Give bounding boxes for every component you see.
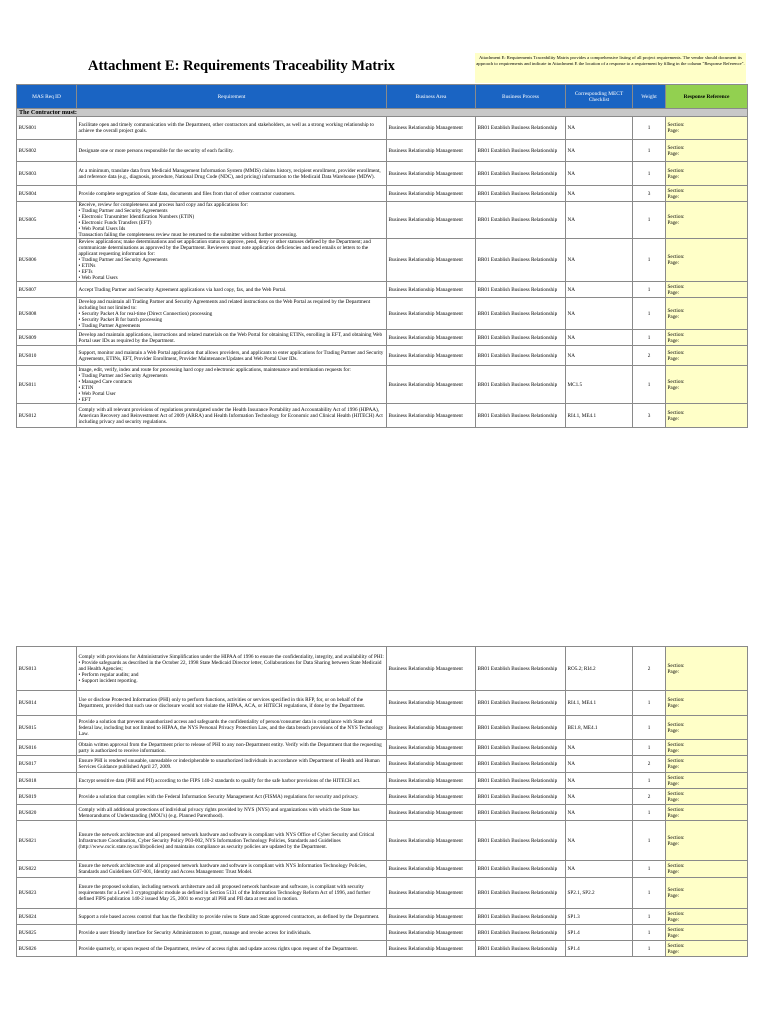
req-id-cell: BUS023 xyxy=(17,878,77,909)
meci-cell: NA xyxy=(566,861,633,878)
header-weight: Weight xyxy=(633,85,666,109)
table-row xyxy=(17,330,748,346)
req-id-cell: BUS006 xyxy=(17,239,77,282)
table-row xyxy=(17,691,748,716)
req-id-cell: BUS025 xyxy=(17,925,77,941)
response-reference-cell[interactable]: Section: Page: xyxy=(666,404,748,428)
response-reference-cell[interactable]: Section: Page: xyxy=(666,162,748,186)
table-row xyxy=(17,909,748,925)
business-area-cell: Business Relationship Management xyxy=(387,789,476,805)
business-area-cell: Business Relationship Management xyxy=(387,878,476,909)
meci-cell: NA xyxy=(566,117,633,140)
weight-cell: 1 xyxy=(633,366,666,404)
meci-cell: NA xyxy=(566,773,633,789)
table-row xyxy=(17,117,748,140)
section-row xyxy=(17,109,748,117)
business-process-cell: BR01 Establish Business Relationship xyxy=(476,162,566,186)
requirement-cell: Provide a user friendly interface for Security Administrators to grant, manage and revoke access for individuals. xyxy=(77,925,387,941)
req-id-cell: BUS008 xyxy=(17,298,77,330)
meci-cell: NA xyxy=(566,186,633,202)
table-row xyxy=(17,239,748,282)
meci-cell: NA xyxy=(566,140,633,162)
meci-cell: BE1.8, ME4.1 xyxy=(566,716,633,740)
req-id-cell: BUS016 xyxy=(17,740,77,756)
business-process-cell: BR01 Establish Business Relationship xyxy=(476,716,566,740)
meci-cell: SP1.3 xyxy=(566,909,633,925)
business-area-cell: Business Relationship Management xyxy=(387,647,476,691)
response-reference-cell[interactable]: Section: Page: xyxy=(666,805,748,821)
requirement-cell: Provide a solution that complies with the Federal Information Security Management Act (FISMA) regulations for security and privacy. xyxy=(77,789,387,805)
requirement-cell: Use or disclose Protected Information (PHI) only to perform functions, activities or services specified in this RFP, for, or on behalf of the Department, provided that such use or disclosure would not violate the HIPAA, ACA, or HITECH regulations, if done by the Department. xyxy=(77,691,387,716)
weight-cell: 1 xyxy=(633,716,666,740)
meci-cell: RI4.1, ME4.1 xyxy=(566,691,633,716)
response-reference-cell[interactable]: Section: Page: xyxy=(666,140,748,162)
response-reference-cell[interactable]: Section: Page: xyxy=(666,366,748,404)
response-reference-cell[interactable]: Section: Page: xyxy=(666,821,748,861)
req-id-cell: BUS010 xyxy=(17,346,77,366)
table-row xyxy=(17,366,748,404)
weight-cell: 1 xyxy=(633,298,666,330)
weight-cell: 1 xyxy=(633,740,666,756)
response-reference-cell[interactable]: Section: Page: xyxy=(666,647,748,691)
req-id-cell: BUS002 xyxy=(17,140,77,162)
weight-cell: 1 xyxy=(633,909,666,925)
weight-cell: 2 xyxy=(633,647,666,691)
response-reference-cell[interactable]: Section: Page: xyxy=(666,789,748,805)
requirement-cell: Comply with all relevant provisions of regulations promulgated under the Health Insurance Portability and Accountability Act of 1996 (HIPAA), American Recovery and Reinvestment Act of 2009 (ARRA) and Health Information Technology for Economic and Clinical Health (HITECH) Act including privacy and security regulations. xyxy=(77,404,387,428)
table-row xyxy=(17,298,748,330)
weight-cell: 1 xyxy=(633,330,666,346)
meci-cell: NA xyxy=(566,239,633,282)
business-process-cell: BR01 Establish Business Relationship xyxy=(476,691,566,716)
business-process-cell: BR01 Establish Business Relationship xyxy=(476,756,566,773)
business-area-cell: Business Relationship Management xyxy=(387,821,476,861)
requirement-cell: Accept Trading Partner and Security Agreement applications via hard copy, fax, and the Web Portal. xyxy=(77,282,387,298)
table-row xyxy=(17,789,748,805)
header-id: MAS Req ID xyxy=(17,85,77,109)
business-area-cell: Business Relationship Management xyxy=(387,404,476,428)
table-row xyxy=(17,140,748,162)
business-area-cell: Business Relationship Management xyxy=(387,298,476,330)
requirement-cell: Provide a solution that prevents unauthorized access and safeguards the confidentiality of person/consumer data in compliance with State and federal law, including but not limited to HIPAA, the NYS Personal Privacy Protection Law, and the data breach provisions of the NYS Technology Law. xyxy=(77,716,387,740)
table-row xyxy=(17,821,748,861)
header-meci: Corresponding MECT Checklist xyxy=(566,85,633,109)
weight-cell: 1 xyxy=(633,117,666,140)
requirement-cell: Designate one or more persons responsible for the security of each facility. xyxy=(77,140,387,162)
meci-cell: SP1.4 xyxy=(566,925,633,941)
requirement-cell: Ensure PHI is rendered unusable, unreadable or indecipherable to unauthorized individuals in accordance with Department of Health and Human Services Guidance published April 27, 2009. xyxy=(77,756,387,773)
req-id-cell: BUS014 xyxy=(17,691,77,716)
req-id-cell: BUS003 xyxy=(17,162,77,186)
business-area-cell: Business Relationship Management xyxy=(387,366,476,404)
table-row xyxy=(17,186,748,202)
business-area-cell: Business Relationship Management xyxy=(387,330,476,346)
requirements-table-page-2 xyxy=(16,646,748,957)
business-process-cell: BR01 Establish Business Relationship xyxy=(476,805,566,821)
req-id-cell: BUS015 xyxy=(17,716,77,740)
response-reference-cell[interactable]: Section: Page: xyxy=(666,117,748,140)
table-row xyxy=(17,805,748,821)
response-reference-cell[interactable]: Section: Page: xyxy=(666,756,748,773)
weight-cell: 1 xyxy=(633,282,666,298)
business-process-cell: BR01 Establish Business Relationship xyxy=(476,239,566,282)
req-id-cell: BUS001 xyxy=(17,117,77,140)
business-process-cell: BR01 Establish Business Relationship xyxy=(476,878,566,909)
req-id-cell: BUS013 xyxy=(17,647,77,691)
business-area-cell: Business Relationship Management xyxy=(387,805,476,821)
meci-cell: NA xyxy=(566,330,633,346)
table-row xyxy=(17,162,748,186)
business-process-cell: BR01 Establish Business Relationship xyxy=(476,773,566,789)
response-reference-cell[interactable]: Section: Page: xyxy=(666,346,748,366)
req-id-cell: BUS026 xyxy=(17,941,77,957)
requirement-cell: Ensure the network architecture and all proposed network hardware and software is compliant with NYS Office of Cyber Security and Critical Infrastructure Coordination, Cyber Security Policy P03-002, NYS Information Technology Policies, Standards and Guidelines (http://www.cscic.state.ny.us/lib/policies) and maintains compliance as security policies are updated by the Department. xyxy=(77,821,387,861)
requirement-cell: Facilitate open and timely communication with the Department, other contractors and stakeholders, as well as a strong working relationship to achieve the overall project goals. xyxy=(77,117,387,140)
meci-cell: NA xyxy=(566,202,633,239)
business-area-cell: Business Relationship Management xyxy=(387,773,476,789)
requirement-cell: Comply with all additional protections of individual privacy rights provided by NYS (NYS) and organizations with which the State has Memorandums of Understanding (MOU's) (e.g. Planned Parenthood). xyxy=(77,805,387,821)
response-reference-cell[interactable]: Section: Page: xyxy=(666,298,748,330)
business-area-cell: Business Relationship Management xyxy=(387,756,476,773)
table-row xyxy=(17,740,748,756)
requirement-cell: Review applications; make determinations and set application status to approve, pend, deny or other statuses defined by the Department; and communicate determinations as approved by the Department. Reviewers must note application deficiencies and send emails or letters to the applicant requesting information for: • Trading Partner and Security Agreements • ETINs • EFTs • Web Portal Users xyxy=(77,239,387,282)
business-area-cell: Business Relationship Management xyxy=(387,691,476,716)
table-row xyxy=(17,202,748,239)
header-business-process: Business Process xyxy=(476,85,566,109)
business-process-cell: BR01 Establish Business Relationship xyxy=(476,186,566,202)
business-process-cell: BR01 Establish Business Relationship xyxy=(476,202,566,239)
instructions-note: Attachment E: Requirements Traceability Matrix provides a comprehensive listing of all project requirements. The vendor should document its approach to requirements and indicate in Attachment E the location of a response to a requirement by filling in the column "Response Reference". xyxy=(475,53,746,83)
weight-cell: 3 xyxy=(633,404,666,428)
response-reference-cell[interactable]: Section: Page: xyxy=(666,330,748,346)
requirement-cell: Develop and maintain applications, instructions and related materials on the Web Portal for obtaining ETINs, enrolling in EFT, and obtaining Web Portal user IDs as required by the Department. xyxy=(77,330,387,346)
response-reference-cell[interactable]: Section: Page: xyxy=(666,716,748,740)
weight-cell: 1 xyxy=(633,925,666,941)
weight-cell: 2 xyxy=(633,346,666,366)
section-label: The Contractor must: xyxy=(17,109,748,117)
meci-cell: NA xyxy=(566,298,633,330)
business-process-cell: BR01 Establish Business Relationship xyxy=(476,925,566,941)
business-area-cell: Business Relationship Management xyxy=(387,162,476,186)
weight-cell: 1 xyxy=(633,162,666,186)
req-id-cell: BUS005 xyxy=(17,202,77,239)
req-id-cell: BUS017 xyxy=(17,756,77,773)
weight-cell: 3 xyxy=(633,186,666,202)
requirement-cell: Receive, review for completeness and process hard copy and fax applications for: • Trading Partner and Security Agreements • Electronic Transmitter Identification Numbers (ETIN) • Electronic Funds Transfers (EFT) • Web Portal Users Ids Transaction failing the completeness review must be returned to the submitter without further processing. xyxy=(77,202,387,239)
weight-cell: 1 xyxy=(633,861,666,878)
requirement-cell: Obtain written approval from the Department prior to release of PHI to any non-Department entity. Verify with the Department that the requesting party is authorized to receive information. xyxy=(77,740,387,756)
table-row xyxy=(17,878,748,909)
business-process-cell: BR01 Establish Business Relationship xyxy=(476,117,566,140)
meci-cell: MC1.5 xyxy=(566,366,633,404)
business-process-cell: BR01 Establish Business Relationship xyxy=(476,298,566,330)
business-process-cell: BR01 Establish Business Relationship xyxy=(476,366,566,404)
requirement-cell: Ensure the proposed solution, including network architecture and all proposed network hardware and software, is compliant with security requirements for a Level 3 cryptographic module as defined in Section 5131 of the Information Technology Reform Act of 1996, and further defined FIPS publication 140-2 issued May 25, 2001 to encrypt all PHI and PII data at rest and in motion. xyxy=(77,878,387,909)
business-area-cell: Business Relationship Management xyxy=(387,909,476,925)
requirement-cell: Provide quarterly, or upon request of the Department, review of access rights and update access rights upon request of the Department. xyxy=(77,941,387,957)
requirement-cell: Support a role based access control that has the flexibility to provide roles to State and State approved contractors, as defined by the Department. xyxy=(77,909,387,925)
req-id-cell: BUS020 xyxy=(17,805,77,821)
business-process-cell: BR01 Establish Business Relationship xyxy=(476,346,566,366)
response-reference-cell[interactable]: Section: Page: xyxy=(666,186,748,202)
req-id-cell: BUS004 xyxy=(17,186,77,202)
response-reference-cell[interactable]: Section: Page: xyxy=(666,282,748,298)
document-title: Attachment E: Requirements Traceability Matrix xyxy=(88,58,395,74)
business-process-cell: BR01 Establish Business Relationship xyxy=(476,404,566,428)
matrix-page-1 xyxy=(16,84,747,428)
requirement-cell: Provide complete segregation of State data, documents and files from that of other contractor customers. xyxy=(77,186,387,202)
req-id-cell: BUS011 xyxy=(17,366,77,404)
req-id-cell: BUS009 xyxy=(17,330,77,346)
business-process-cell: BR01 Establish Business Relationship xyxy=(476,789,566,805)
business-area-cell: Business Relationship Management xyxy=(387,117,476,140)
business-area-cell: Business Relationship Management xyxy=(387,202,476,239)
response-reference-cell[interactable]: Section: Page: xyxy=(666,878,748,909)
weight-cell: 2 xyxy=(633,756,666,773)
meci-cell: NA xyxy=(566,805,633,821)
meci-cell: NA xyxy=(566,346,633,366)
weight-cell: 2 xyxy=(633,789,666,805)
table-row xyxy=(17,925,748,941)
requirements-table-page-1 xyxy=(16,84,748,428)
matrix-page-2 xyxy=(16,646,747,957)
req-id-cell: BUS022 xyxy=(17,861,77,878)
business-process-cell: BR01 Establish Business Relationship xyxy=(476,941,566,957)
meci-cell: SP2.1, SP2.2 xyxy=(566,878,633,909)
weight-cell: 1 xyxy=(633,140,666,162)
meci-cell: NA xyxy=(566,282,633,298)
table-row xyxy=(17,282,748,298)
requirement-cell: Support, monitor and maintain a Web Portal application that allows providers, and applicants to enter applications for Trading Partner and Security Agreements, ETINs, EFT, Provider Enrollment, Provider Maintenance/Updates and Web Portal User IDs. xyxy=(77,346,387,366)
business-area-cell: Business Relationship Management xyxy=(387,186,476,202)
business-area-cell: Business Relationship Management xyxy=(387,346,476,366)
meci-cell: NA xyxy=(566,756,633,773)
business-area-cell: Business Relationship Management xyxy=(387,740,476,756)
header-row xyxy=(17,85,748,109)
requirement-cell: Image, edit, verify, index and route for processing hard copy and electronic applications, maintenance and termination requests for: • Trading Partner and Security Agreements • Managed Care contracts • ETIN • Web Portal User • EFT xyxy=(77,366,387,404)
meci-cell: SP1.4 xyxy=(566,941,633,957)
req-id-cell: BUS021 xyxy=(17,821,77,861)
req-id-cell: BUS019 xyxy=(17,789,77,805)
response-reference-cell[interactable]: Section: Page: xyxy=(666,909,748,925)
req-id-cell: BUS024 xyxy=(17,909,77,925)
business-area-cell: Business Relationship Management xyxy=(387,925,476,941)
meci-cell: RO5.2; RI4.2 xyxy=(566,647,633,691)
weight-cell: 1 xyxy=(633,821,666,861)
business-area-cell: Business Relationship Management xyxy=(387,861,476,878)
response-reference-cell[interactable]: Section: Page: xyxy=(666,861,748,878)
weight-cell: 1 xyxy=(633,202,666,239)
business-process-cell: BR01 Establish Business Relationship xyxy=(476,282,566,298)
header-requirement: Requirement xyxy=(77,85,387,109)
table-row xyxy=(17,404,748,428)
header-response-reference: Response Reference xyxy=(666,85,748,109)
business-area-cell: Business Relationship Management xyxy=(387,140,476,162)
table-row xyxy=(17,861,748,878)
business-process-cell: BR01 Establish Business Relationship xyxy=(476,861,566,878)
business-process-cell: BR01 Establish Business Relationship xyxy=(476,740,566,756)
req-id-cell: BUS007 xyxy=(17,282,77,298)
business-area-cell: Business Relationship Management xyxy=(387,239,476,282)
business-process-cell: BR01 Establish Business Relationship xyxy=(476,909,566,925)
table-row xyxy=(17,716,748,740)
meci-cell: RI4.1, ME4.1 xyxy=(566,404,633,428)
meci-cell: NA xyxy=(566,162,633,186)
table-row xyxy=(17,941,748,957)
weight-cell: 1 xyxy=(633,805,666,821)
table-row xyxy=(17,773,748,789)
meci-cell: NA xyxy=(566,740,633,756)
meci-cell: NA xyxy=(566,821,633,861)
response-reference-cell[interactable]: Section: Page: xyxy=(666,941,748,957)
business-area-cell: Business Relationship Management xyxy=(387,716,476,740)
req-id-cell: BUS012 xyxy=(17,404,77,428)
response-reference-cell[interactable]: Section: Page: xyxy=(666,740,748,756)
req-id-cell: BUS018 xyxy=(17,773,77,789)
weight-cell: 1 xyxy=(633,773,666,789)
weight-cell: 1 xyxy=(633,941,666,957)
business-process-cell: BR01 Establish Business Relationship xyxy=(476,330,566,346)
business-process-cell: BR01 Establish Business Relationship xyxy=(476,821,566,861)
header-business-area: Business Area xyxy=(387,85,476,109)
requirement-cell: Comply with provisions for Administrative Simplification under the HIPAA of 1996 to ensure the confidentiality, integrity, and availability of PHI: • Provide safeguards as described in the October 22, 1998 State Medicaid Director letter, Collaborations for Data Sharing between State Medicaid and Health Agencies; • Perform regular audits; and • Support incident reporting. xyxy=(77,647,387,691)
requirement-cell: Encrypt sensitive data (PHI and PII) according to the FIPS 140-2 standards to qualify for the safe harbor provisions of the HITECH act. xyxy=(77,773,387,789)
requirement-cell: Develop and maintain all Trading Partner and Security Agreements and related instructions on the Web Portal as required by the Department including but not limited to: • Security Packet A for real-time (Direct Connection) processing • Security Packet B for batch processing • Trading Partner Agreements xyxy=(77,298,387,330)
response-reference-cell[interactable]: Section: Page: xyxy=(666,925,748,941)
weight-cell: 1 xyxy=(633,239,666,282)
weight-cell: 1 xyxy=(633,691,666,716)
response-reference-cell[interactable]: Section: Page: xyxy=(666,202,748,239)
response-reference-cell[interactable]: Section: Page: xyxy=(666,691,748,716)
table-row xyxy=(17,647,748,691)
business-process-cell: BR01 Establish Business Relationship xyxy=(476,647,566,691)
business-area-cell: Business Relationship Management xyxy=(387,282,476,298)
table-row xyxy=(17,346,748,366)
business-process-cell: BR01 Establish Business Relationship xyxy=(476,140,566,162)
response-reference-cell[interactable]: Section: Page: xyxy=(666,239,748,282)
table-row xyxy=(17,756,748,773)
meci-cell: NA xyxy=(566,789,633,805)
response-reference-cell[interactable]: Section: Page: xyxy=(666,773,748,789)
requirement-cell: At a minimum, translate data from Medicaid Management Information System (MMIS) claims history, recipient enrollment, provider enrollment, and reference data (e.g., diagnosis, procedure, National Drug Code (NDC), and pricing) information to the Medicaid Data Warehouse (MDW). xyxy=(77,162,387,186)
weight-cell: 1 xyxy=(633,878,666,909)
requirement-cell: Ensure the network architecture and all proposed network hardware and software is compliant with NYS Information Technology Policies, Standards and Guidelines G07-001, Identity and Access Management: Trust Model. xyxy=(77,861,387,878)
business-area-cell: Business Relationship Management xyxy=(387,941,476,957)
